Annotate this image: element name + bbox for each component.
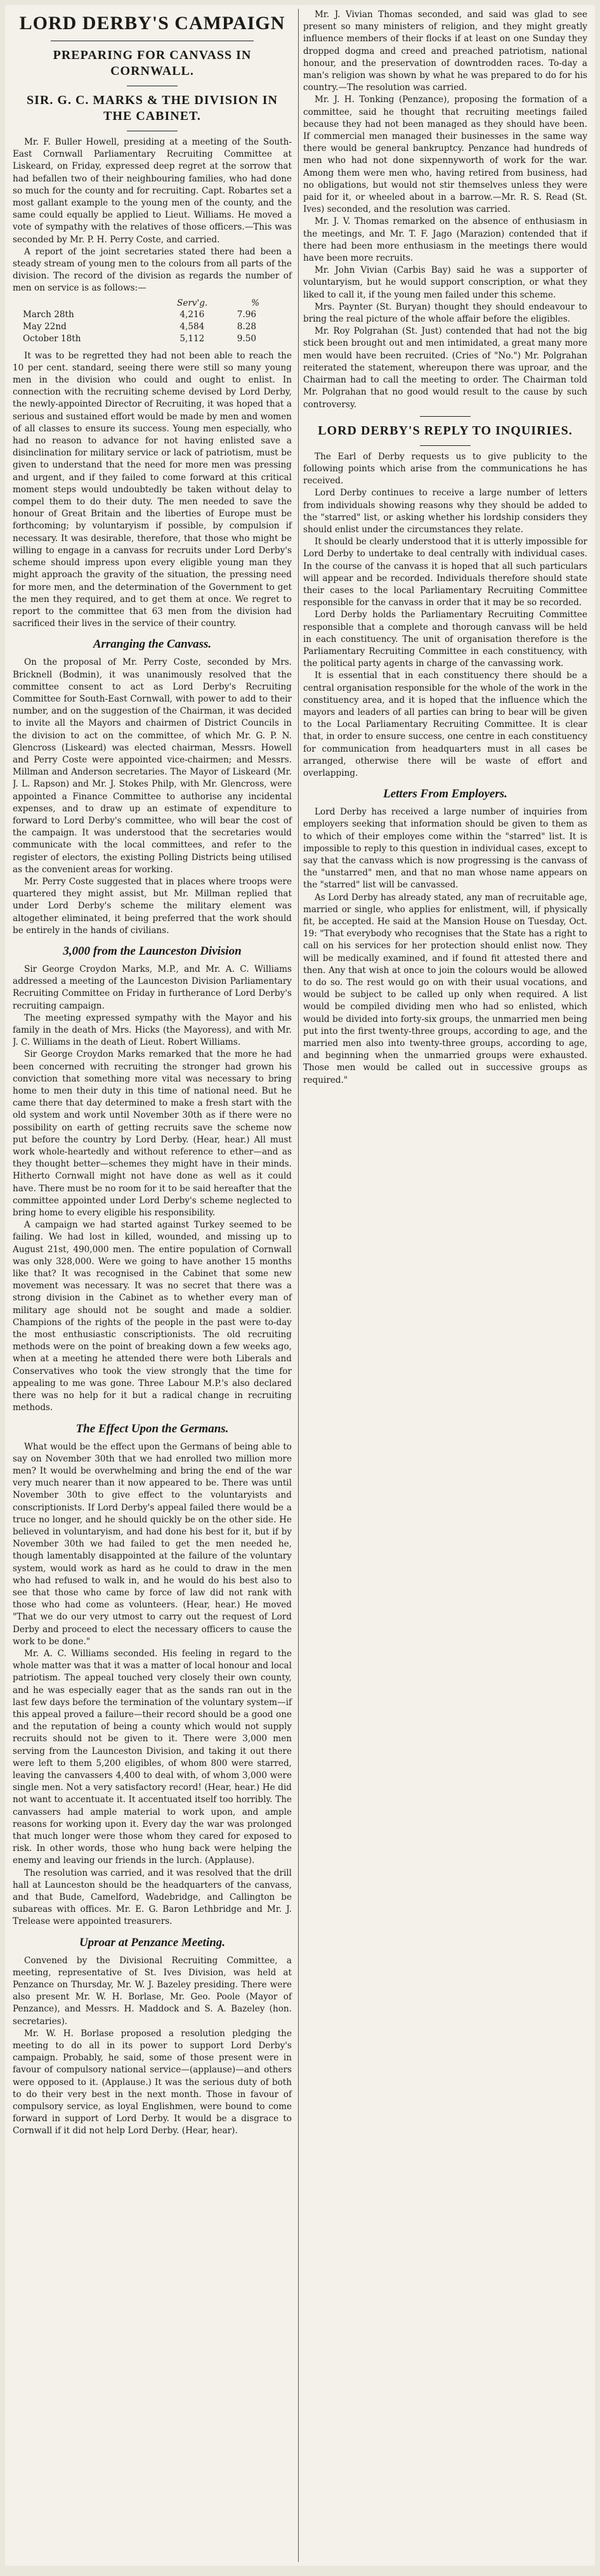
paragraph: Mrs. Paynter (St. Buryan) thought they should endeavour to bring the real picture of the whole affair before the eligibles. bbox=[303, 301, 587, 325]
paragraph: Mr. John Vivian (Carbis Bay) said he was a supporter of voluntaryism, but he would support conscription, or what they liked to call it, if the young men failed under this scheme. bbox=[303, 265, 587, 300]
stats-serving: 4,584 bbox=[179, 321, 205, 332]
paragraph: What would be the effect upon the Germans of being able to say on November 30th that we had enrolled two million more men? It would be overwhelming and bring the end of the war very much nearer than it now appeared to be. There was until November 30th to give effect to the voluntaryists and conscriptionists. If Lord Derby's appeal failed there would be a truce no longer, and he should quickly be on the other side. He believed in voluntaryism, and had done his best for it, but if by November 30th we had failed to get the men needed he, though lamentably disappointed at the failure of the voluntary system, would work as hard as he could to draw in the men who had refused to walk in, and he would do his best also to see that those who came by force of law did not rank with those who had come as volunteers. (Hear, hear.) He moved "That we do our very utmost to carry out the request of Lord Derby and proceed to elect the necessary officers to cause the work to be done." bbox=[13, 1441, 292, 1647]
stats-label: March 28th bbox=[23, 309, 74, 320]
paragraph: The meeting expressed sympathy with the Mayor and his family in the death of Mrs. Hicks (the Mayoress), and with Mr. J. C. Williams in the death of Lieut. Robert Williams. bbox=[13, 1012, 292, 1048]
intro-text bbox=[13, 136, 292, 295]
stats-pct: 8.28 bbox=[237, 321, 256, 332]
paragraph: Mr. J. Vivian Thomas seconded, and said was glad to see present so many ministers of religion, and they might greatly influence members of their flocks if at least on one Sunday they dropped dogma and creed and preached patriotism, national honour, and the preservation of downtrodden races. To-day a man's religion was shown by what he was prepared to do for his country.—The resolution was carried. bbox=[303, 10, 587, 93]
right-column bbox=[303, 9, 587, 2562]
divider bbox=[420, 445, 471, 446]
section-heading-reply: LORD DERBY'S REPLY TO INQUIRIES. bbox=[318, 423, 573, 438]
paragraph: It should be clearly understood that it is utterly impossible for Lord Derby to undertake to deal centrally with individual cases. In the course of the canvass it is hoped that all such particulars will appear and be recorded. Individuals therefore should state their cases to the local Parliamentary Recruiting Committee responsible for the canvass in order that it may be so recorded. bbox=[303, 537, 587, 608]
stats-label: October 18th bbox=[23, 333, 81, 344]
stats-col-pct: % bbox=[251, 297, 259, 308]
stats-serving: 4,216 bbox=[179, 309, 205, 320]
paragraph: Mr. J. V. Thomas remarked on the absence of enthusiasm in the meetings, and Mr. T. F. Jago (Marazion) contended that if there had been more enthusiasm in the meetings there would have been more recruits. bbox=[303, 216, 587, 264]
paragraph: Mr. F. Buller Howell, presiding at a meeting of the South-East Cornwall Parliamentary Recruiting Committee at Liskeard, on Friday, expressed deep regret at the sorrow that had befallen two of their neighbouring families, who had done so much for the county and for recruiting. Capt. Robartes set a most gallant example to the young men of the county, and the same could equally be applied to Lieut. Williams. He moved a vote of sympathy with the relatives of those officers.—This was seconded by Mr. P. H. Perry Coste, and carried. bbox=[13, 137, 292, 245]
paragraph: Convened by the Divisional Recruiting Committee, a meeting, representative of St. Ives Division, was held at Penzance on Thursday, Mr. W. J. Bazeley presiding. There were also present Mr. W. H. Borlase, Mr. Geo. Poole (Mayor of Penzance), and Messrs. H. Maddock and S. A. Bazeley (hon. secretaries). bbox=[13, 1955, 292, 2027]
deck: PREPARING FOR CANVASS IN CORNWALL. bbox=[53, 48, 252, 78]
paragraph: Mr. W. H. Borlase proposed a resolution pledging the meeting to do all in its power to support Lord Derby's campaign. Probably, he said, some of those present were in favour of compulsory national service—(applause)—and others were opposed to it. (Applause.) It was the serious duty of both to do their very best in the next month. Those in favour of compulsory service, as loyal Englishmen, were bound to come forward in support of Lord Derby. It would be a disgrace to Cornwall if it did not help Lord Derby. (Hear, hear). bbox=[13, 2028, 292, 2136]
paragraph: It is essential that in each constituency there should be a central organisation responsible for the whole of the work in the constituency area, and it is hoped that the influence which the mayors and leaders of all parties can bring to bear will be given to the Local Parliamentary Recruiting Committee. It is clear that, in order to ensure success, one centre in each constituency for communication from headquarters must in all cases be arranged, otherwise there will be waste of effort and overlapping. bbox=[303, 670, 587, 778]
divider bbox=[420, 416, 471, 417]
stats-serving: 5,112 bbox=[179, 333, 205, 344]
paragraph: Sir George Croydon Marks, M.P., and Mr. A. C. Williams addressed a meeting of the Launceston Division Parliamentary Recruiting Committee on Friday in furtherance of Lord Derby's recruiting campaign. bbox=[13, 964, 292, 1011]
stats-pct: 7.96 bbox=[237, 309, 256, 320]
section-heading-canvass: Arranging the Canvass. bbox=[93, 637, 212, 651]
paragraph: Mr. Perry Coste suggested that in places where troops were quartered they might assist, but Mr. Millman replied that under Lord Derby's scheme the military element was altogether eliminated, it being preferred that the work should be entirely in the hands of civilians. bbox=[13, 876, 292, 936]
paragraph: A campaign we had started against Turkey seemed to be failing. We had lost in killed, wounded, and missing up to August 21st, 490,000 men. The entire population of Cornwall was only 328,000. Were we going to have another 15 months like that? It was recognised in the Cabinet that some new movement was necessary. It was no secret that there was a strong division in the Cabinet as to whether every man of military age should not be sought and made a soldier. Champions of the rights of the people in the past were to-day the most enthusiastic conscriptionists. The old recruiting methods were on the point of breaking down a few weeks ago, when at a meeting he attended there were both Liberals and Conservatives who took the view strongly that the time for appealing to me was gone. Three Labour M.P.'s also declared there was no help for it but a radical change in recruiting methods. bbox=[13, 1220, 292, 1413]
paragraph: Sir George Croydon Marks remarked that the more he had been concerned with recruiting the stronger had grown his conviction that something more vital was necessary to bring home to men their duty in this time of national need. But he came there that day determined to make a fresh start with the old system and work until November 30th as if there were no possibility on earth of getting recruits save the scheme now put before the country by Lord Derby. (Hear, hear.) All must work whole-heartedly and without reference to ether—and as they thought better—schemes they might have in their minds. Hitherto Cornwall might not have done as well as it could have. There must be no room for it to be said hereafter that the committee appointed under Lord Derby's scheme neglected to bring home to every eligible his responsibility. bbox=[13, 1049, 292, 1219]
paragraph: On the proposal of Mr. Perry Coste, seconded by Mrs. Bricknell (Bodmin), it was unanimously resolved that the committee consent to act as Lord Derby's Recruiting Committee for South-East Cornwall, with power to add to their number, and on the suggestion of the Chairman, it was decided to invite all the Mayors and chairmen of District Councils in the division to act on the committee, of which Mr. G. P. N. Glencross (Liskeard) was elected chairman, Messrs. Howell and Perry Coste were appointed vice-chairmen; and Messrs. Millman and Anderson secretaries. The Mayor of Liskeard (Mr. J. L. Rapson) and Mr. J. Stokes Philp, with Mr. Glencross, were appointed a Finance Committee to authorise any incidental expenses, and to draw up an estimate of expenditure to forward to Lord Derby's committee, who will bear the cost of the campaign. It was understood that the secretaries would communicate with the local committees, and refer to the register of electors, the existing Polling Districts being utilised as the convenient areas for working. bbox=[13, 657, 292, 875]
stats-col-serving: Serv'g. bbox=[177, 297, 208, 308]
section-heading-penzance: Uproar at Penzance Meeting. bbox=[79, 1935, 226, 1949]
paragraph: Lord Derby has received a large number of inquiries from employers seeking that information should be given to them as to which of their employes come within the "starred" list. It is impossible to reply to this question in individual cases, except to say that the canvass which is now progressing is the canvass of the "unstarred" men, and that no man whose name appears on the "starred" list will be canvassed. bbox=[303, 807, 587, 891]
paragraph: Mr. A. C. Williams seconded. His feeling in regard to the whole matter was that it was a matter of local honour and local patriotism. The appeal touched very closely their own county, and he was especially eager that as the sands ran out in the last few days before the termination of the voluntary system—if this appeal proved a failure—their record should be a good one and the reputation of being a county which would not supply recruits should not be given to it. There were 3,000 men serving from the Launceston Division, and taking it out there were left to them 5,200 eligibles, of whom 800 were starred, leaving the canvassers 4,400 to deal with, of whom 3,000 were single men. Not a very satisfactory record! (Hear, hear.) He did not want to accentuate it. It accentuated itself too horribly. The canvassers had ample material to work upon, and ample reasons for working upon it. Every day the war was prolonged that much longer were those whom they cared for exposed to risk. In other words, those who hung back were helping the enemy and leaving our friends in the lurch. (Applause). bbox=[13, 1648, 292, 1866]
paragraph: Mr. Roy Polgrahan (St. Just) contended that had not the big stick been brought out and men intimidated, a great many more men would have been recruited. (Cries of "No.") Mr. Polgrahan reiterated the statement, whereupon there was uproar, and the Chairman had to call the meeting to order. The Chairman told Mr. Polgrahan that no good would result to the cause by such controversy. bbox=[303, 326, 587, 410]
left-column bbox=[13, 9, 299, 2562]
stats-pct: 9.50 bbox=[237, 333, 256, 344]
stats-header bbox=[19, 297, 260, 309]
paragraph: As Lord Derby has already stated, any man of recruitable age, married or single, who applies for enlistment, will, if physically fit, be accepted. He said at the Mansion House on Tuesday, Oct. 19: "That everybody who recognises that the State has a right to call on his services for her protection should enlist now. They will be medically examined, and if found fit attested there and then. Any that wish at once to join the colours would be allowed to do so. The rest would go on with their usual vocations, and would be subject to be called up only when required. A list would be compiled dividing men who had so enlisted, which would be divided into forty-six groups, the unmarried men being put into the first twenty-three groups, according to age, and the married men also into twenty-three groups, according to age, and beginning when the unmarried groups were exhausted. Those men would be called out in successive groups as required." bbox=[303, 892, 587, 1085]
paragraph: Lord Derby holds the Parliamentary Recruiting Committee responsible that a complete and thorough canvass will be held in each constituency. The unit of organisation therefore is the Parliamentary Recruiting Committee in each constituency, with the political party agents in charge of the canvassing work. bbox=[303, 610, 587, 669]
service-stats-table bbox=[19, 297, 260, 345]
subdeck: SIR. G. C. MARKS & THE DIVISION IN THE CABINET. bbox=[27, 93, 278, 123]
table-row bbox=[19, 333, 260, 345]
headline: LORD DERBY'S CAMPAIGN bbox=[19, 13, 285, 34]
table-row bbox=[19, 321, 260, 333]
stats-label: May 22nd bbox=[23, 321, 67, 332]
paragraph: The resolution was carried, and it was resolved that the drill hall at Launceston should be the headquarters of the canvass, and that Bude, Camelford, Wadebridge, and Callington be subareas with offices. Mr. E. G. Baron Lethbridge and Mr. J. Trelease were appointed treasurers. bbox=[13, 1867, 292, 1927]
paragraph: It was to be regretted they had not been able to reach the 10 per cent. standard, seeing there were still so many young men in the division who could and ought to enlist. In connection with the recruiting scheme devised by Lord Derby, the newly-appointed Director of Recruiting, it was hoped that a serious and sustained effort would be made by men and women of all classes to ensure its success. Young men especially, who had no reason to advance for not having enlisted save a disinclination for military service or lack of patriotism, must be given to understand that the need for more men was pressing and urgent, and if they failed to come forward at this critical moment steps would undoubtedly be taken without delay to compel them to do their duty. The men needed to save the honour of Great Britain and the liberties of Europe must be forthcoming; by voluntaryism if possible, by compulsion if necessary. It was desirable, therefore, that those who might be willing to engage in a canvass for recruits under Lord Derby's scheme should impress upon every eligible young man they might approach the gravity of the situation, the pressing need for more men, and the determination of the Government to get the men they required, and to get them at once. We regret to report to the committee that 63 men from the division had sacrificed their lives in the service of their country. bbox=[13, 350, 292, 629]
section-heading-employers: Letters From Employers. bbox=[383, 787, 507, 801]
section-heading-launceston: 3,000 from the Launceston Division bbox=[63, 944, 242, 958]
paragraph: Mr. J. H. Tonking (Penzance), proposing the formation of a committee, said he thought that recruiting meetings failed because they had not been managed as they should have been. If commercial men managed their businesses in the same way there would be general bankruptcy. Penzance had hundreds of men who had not done sixpennyworth of work for the war. Among them were men who, having retired from business, had no obligations, but would not stir themselves unless they were paid for it, or wheeled about in a barrow.—Mr. R. S. Read (St. Ives) seconded, and the resolution was carried. bbox=[303, 95, 587, 215]
section-heading-effect: The Effect Upon the Germans. bbox=[75, 1422, 229, 1435]
newspaper-page bbox=[5, 5, 595, 2566]
table-row bbox=[19, 309, 260, 321]
paragraph: A report of the joint secretaries stated there had been a steady stream of young men to the colours from all parts of the division. The record of the division as regards the number of men on service is as follows:— bbox=[13, 246, 292, 294]
paragraph: Lord Derby continues to receive a large number of letters from individuals showing reasons why they should be added to the "starred" list, or asking whether his lordship considers they should enlist under the circumstances they relate. bbox=[303, 488, 587, 535]
paragraph: The Earl of Derby requests us to give publicity to the following points which arise from the communications he has received. bbox=[303, 451, 587, 487]
